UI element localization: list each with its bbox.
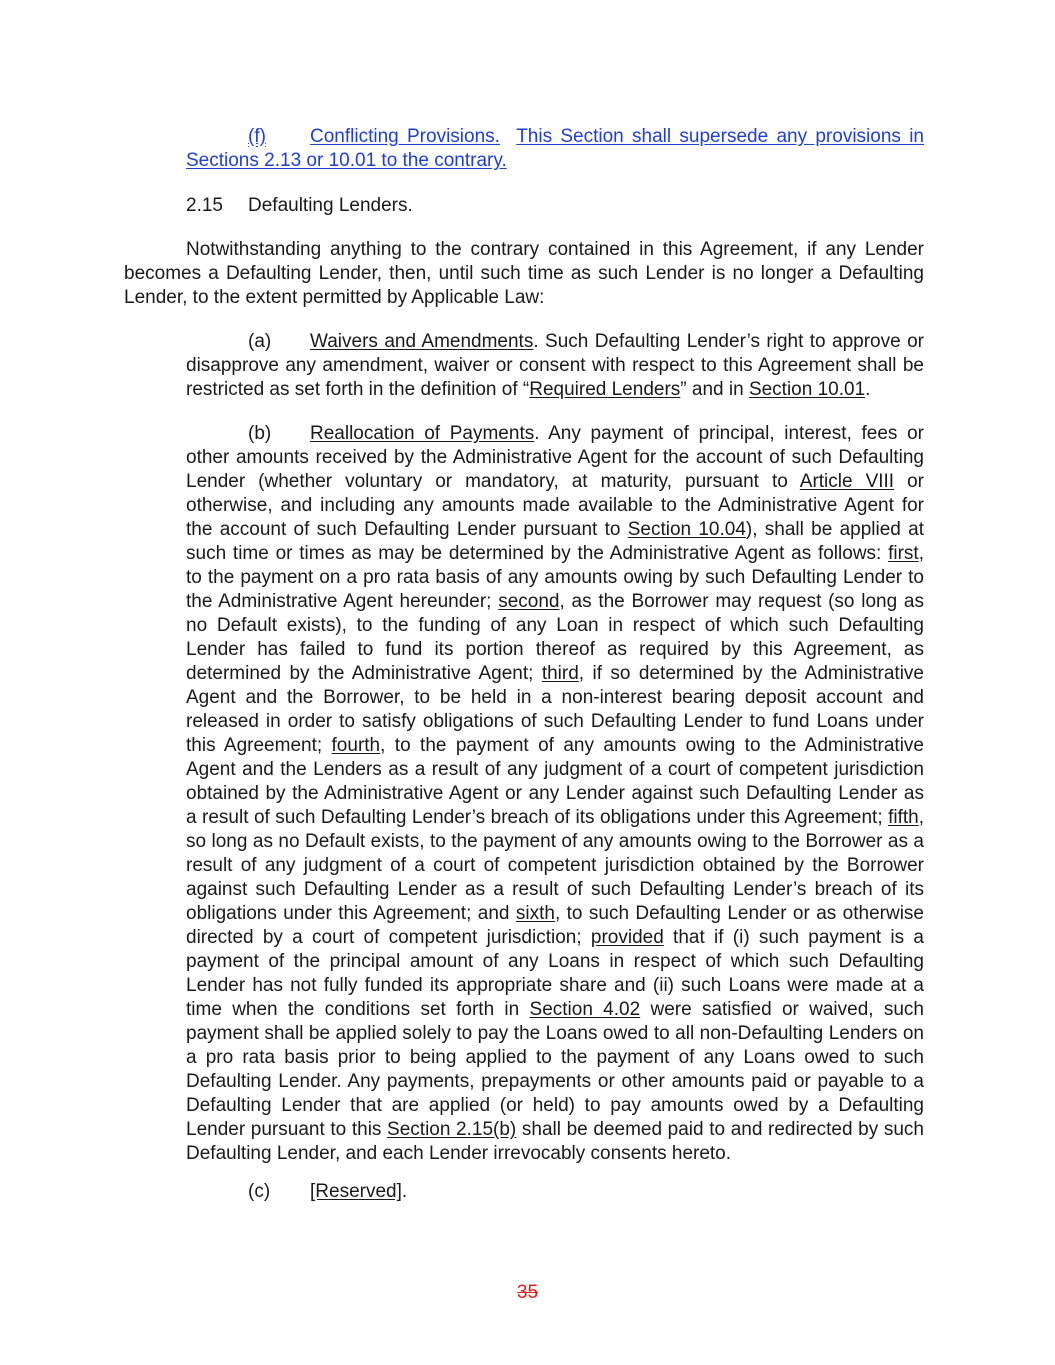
section-title: Defaulting Lenders.	[248, 195, 413, 216]
term-second: second	[498, 591, 560, 612]
term-first: first	[888, 543, 919, 564]
paragraph-c-text: .	[401, 1181, 408, 1202]
paragraph-f-label: (f)	[248, 126, 266, 147]
paragraph-f-title: Conflicting Provisions.	[310, 126, 500, 147]
paragraph-f-body: This Section shall supersede any provisions in Sections 2.13 or 10.01 to the contrary.	[186, 126, 924, 171]
ref-required-lenders: Required Lenders	[529, 379, 681, 400]
ref-section-10-01: Section 10.01	[748, 379, 866, 400]
paragraph-b-text: , to such Defaulting Lender or as otherwise directed by a court of competent jurisdiction;	[186, 903, 924, 948]
paragraph-b-text: that if (i) such payment is a payment of the principal amount of any Loans in respect of which such Defaulting Lender has not fully funded its appropriate share and (ii) such Loans were made at a time when the conditions set forth in	[186, 927, 924, 1020]
paragraph-b-text: , as the Borrower may request (so long as no Default exists), to the funding of any Loan in respect of which such Defaulting Lender has failed to fund its portion thereof as required by this Agreement, as determined by the Administrative Agent;	[186, 591, 924, 684]
paragraph-b-text: , if so determined by the Administrative Agent and the Borrower, to be held in a non-interest bearing deposit account and released in order to satisfy obligations of such Defaulting Lender to fund Loans under this Agreement;	[186, 663, 924, 756]
ref-section-4-02: Section 4.02	[529, 999, 641, 1020]
term-fifth: fifth	[888, 807, 919, 828]
paragraph-a-text: . Such Defaulting Lender’s right to approve or disapprove any amendment, waiver or consent with respect to this Agreement shall be restricted as set forth in the definition of “	[186, 331, 925, 400]
paragraph-b-text: . Any payment of principal, interest, fees or other amounts received by the Administrative Agent for the account of such Defaulting Lender (whether voluntary or mandatory, at maturity, pursuant to	[186, 423, 924, 492]
paragraph-c-label: (c)	[248, 1181, 271, 1202]
section-number: 2.15	[186, 195, 223, 216]
ref-section-2-15-b: Section 2.15(b)	[387, 1119, 517, 1140]
intro-paragraph: Notwithstanding anything to the contrary contained in this Agreement, if any Lender becomes a Defaulting Lender, then, until such time as such Lender is no longer a Defaulting Lender, to the extent permitted by Applicable Law:	[124, 239, 924, 308]
term-sixth: sixth	[515, 903, 555, 924]
paragraph-b-text: or otherwise, and including any amounts made available to the Administrative Agent for the account of such Defaulting Lender pursuant to	[186, 471, 924, 540]
paragraph-a-text: ” and in	[680, 379, 749, 400]
paragraph-a	[186, 330, 924, 402]
term-provided: provided	[590, 927, 664, 948]
ref-section-10-04: Section 10.04	[627, 519, 746, 540]
paragraph-b-title: Reallocation of Payments	[310, 423, 535, 444]
paragraph-c	[186, 1180, 924, 1204]
paragraph-b-text: , so long as no Default exists, to the payment of any amounts owing to the Borrower as a result of any judgment of a court of competent jurisdiction obtained by the Borrower against such Defaulting Lender as a result of such Defaulting Lender’s breach of its obligations under this Agreement; and	[186, 807, 924, 924]
paragraph-b-text: , to the payment on a pro rata basis of any amounts owing by such Defaulting Lender to the Administrative Agent hereunder;	[186, 543, 924, 612]
paragraph-b-label: (b)	[248, 423, 272, 444]
paragraph-b-text: were satisfied or waived, such payment shall be applied solely to pay the Loans owed to all non-Defaulting Lenders on a pro rata basis prior to being applied to the payment of any Loans owed to such Defaulting Lender. Any payments, prepayments or other amounts paid or payable to a Defaulting Lender that are applied (or held) to pay amounts owed by a Defaulting Lender pursuant to this	[186, 999, 924, 1140]
section-heading	[186, 194, 413, 218]
paragraph-a-title: Waivers and Amendments	[310, 331, 534, 352]
ref-article-viii: Article VIII	[799, 471, 895, 492]
page-number-deleted: 35	[516, 1282, 539, 1303]
paragraph-a-text: .	[865, 379, 871, 400]
paragraph-a-label: (a)	[248, 331, 272, 352]
paragraph-b-text: ), shall be applied at such time or times as may be determined by the Administrative Agent as follows:	[186, 519, 924, 564]
paragraph-f-inserted	[186, 125, 924, 173]
paragraph-b	[186, 422, 924, 1166]
paragraph-c-title: [Reserved]	[310, 1181, 402, 1202]
term-fourth: fourth	[331, 735, 381, 756]
term-third: third	[541, 663, 579, 684]
paragraph-b-text: , to the payment of any amounts owing to the Administrative Agent and the Lenders as a result of any judgment of a court of competent jurisdiction obtained by the Administrative Agent or any Lender against such Defaulting Lender as a result of such Defaulting Lender’s breach of its obligations under this Agreement;	[186, 735, 924, 828]
paragraph-b-text: shall be deemed paid to and redirected by such Defaulting Lender, and each Lender irrevocably consents hereto.	[186, 1119, 924, 1164]
